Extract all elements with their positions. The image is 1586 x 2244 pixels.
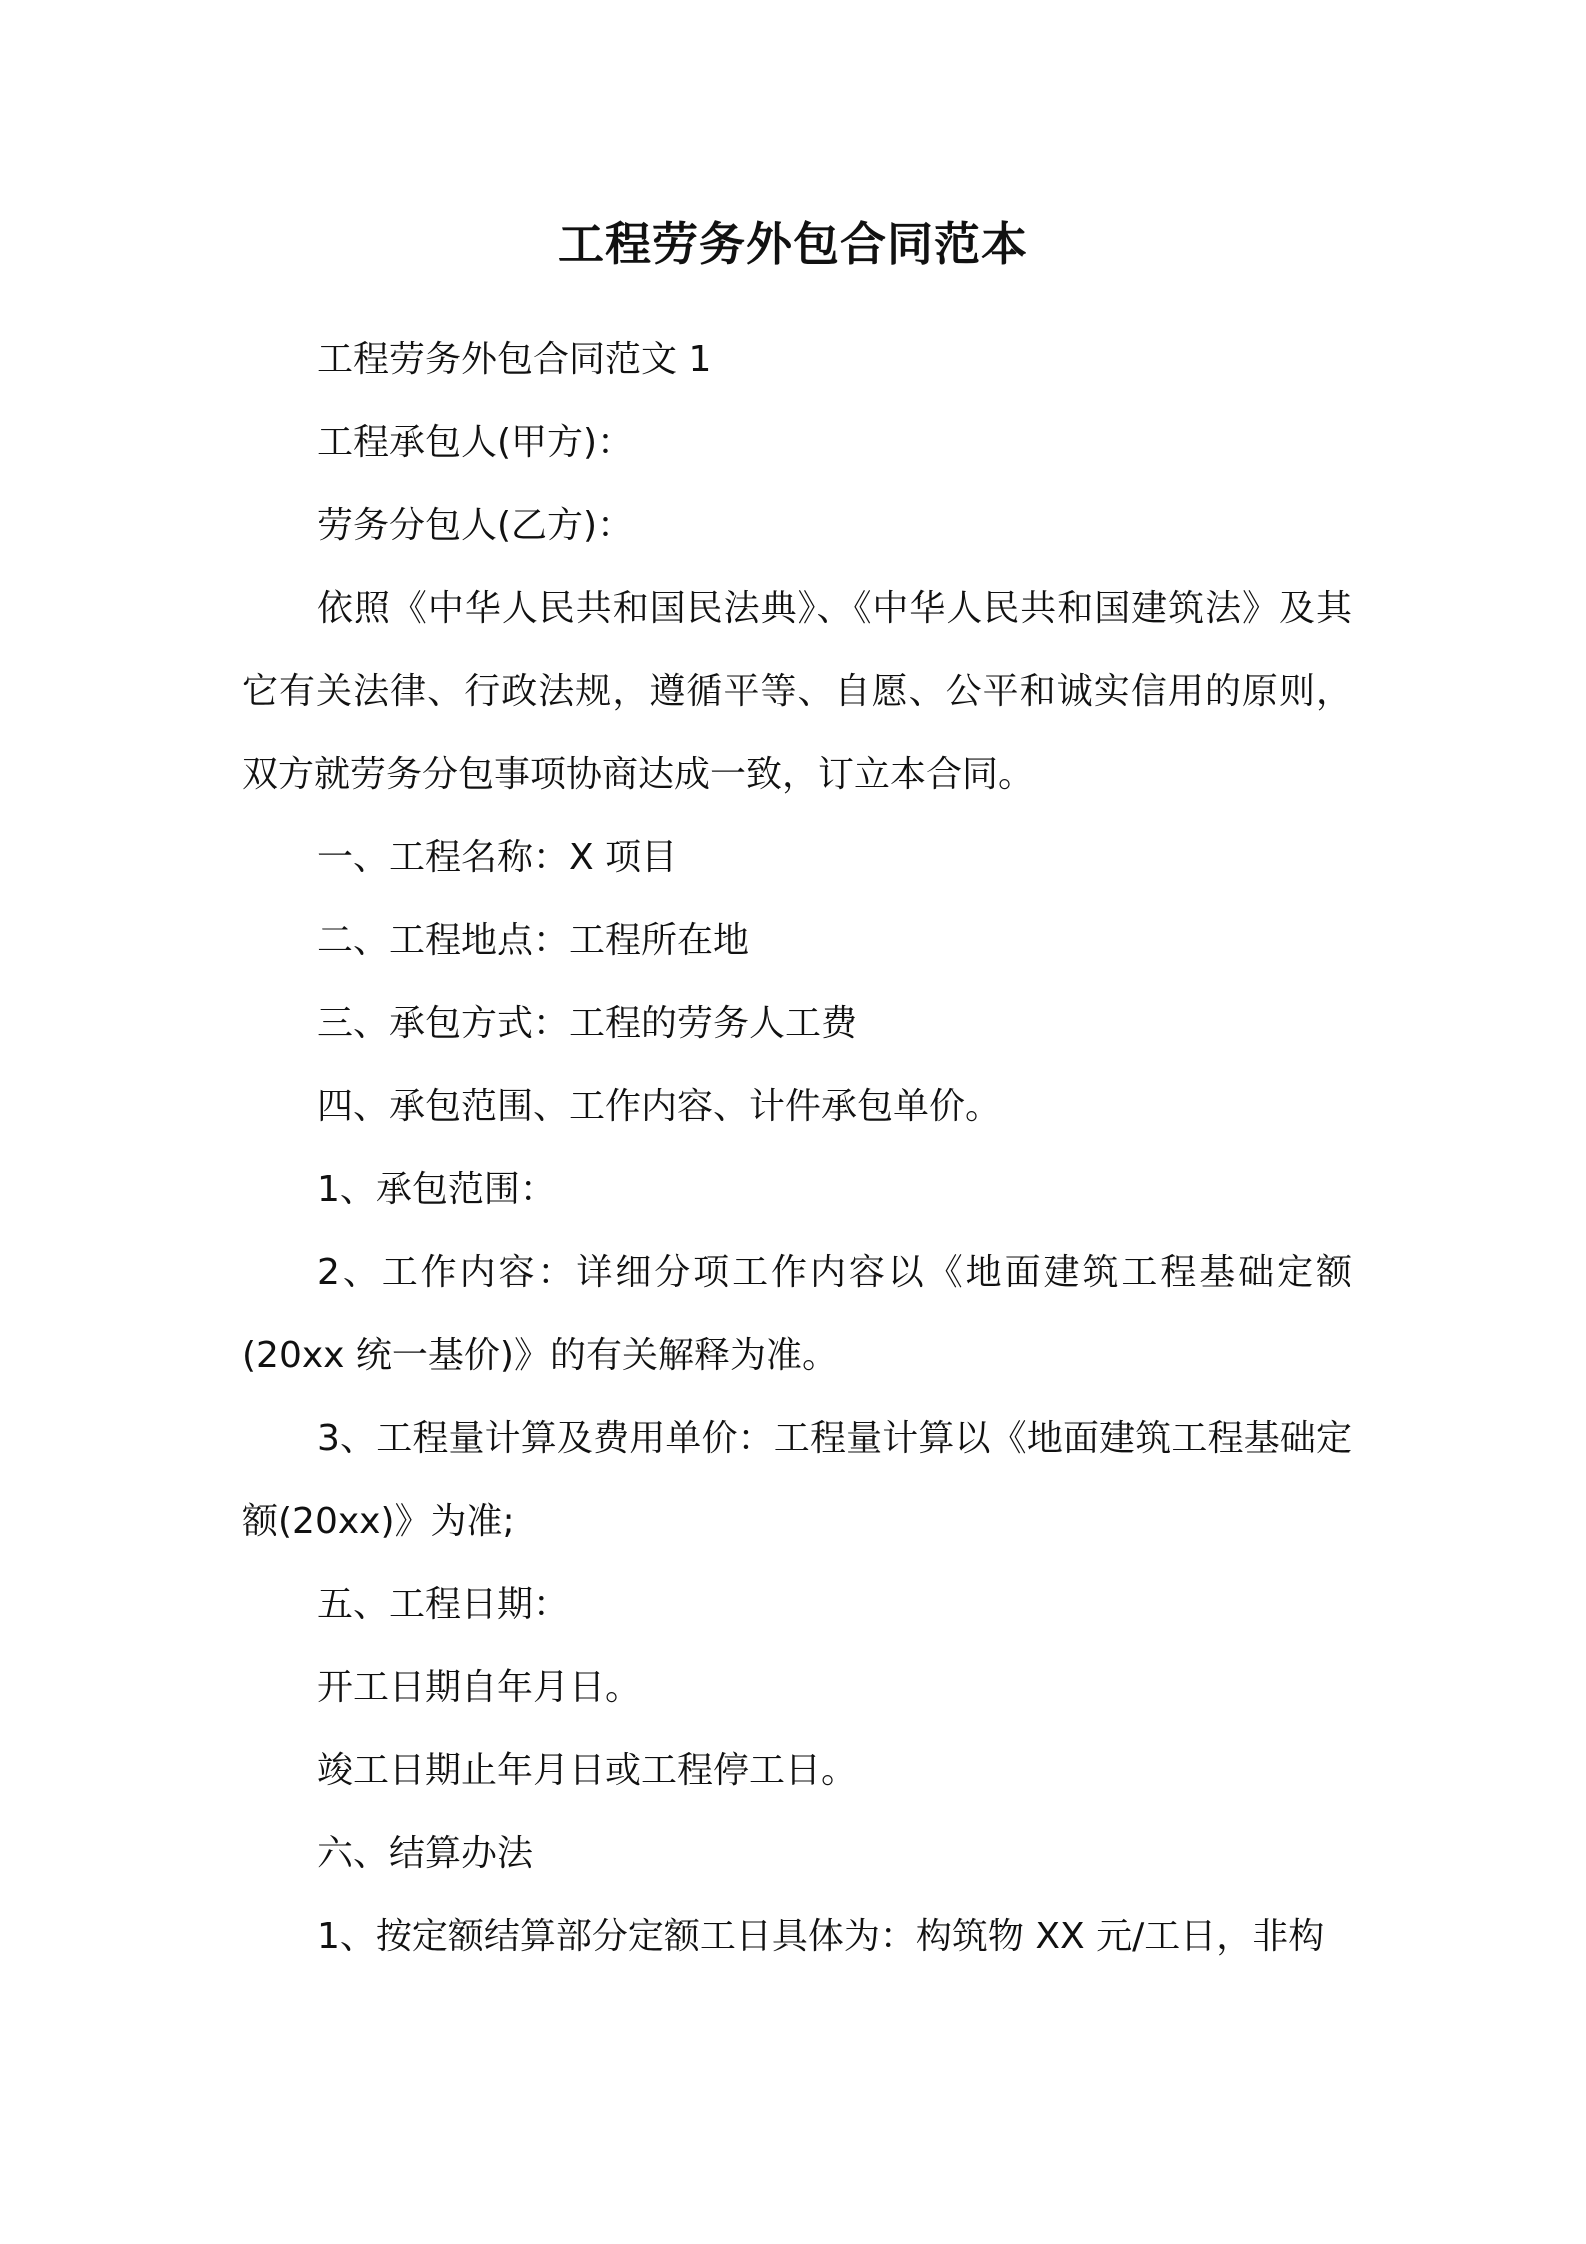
document-title: 工程劳务外包合同范本 [558,217,1028,271]
paragraph-quantity-pricing: 3、工程量计算及费用单价：工程量计算以《地面建筑工程基础定额(20xx)》为准; [242,1418,1352,1542]
paragraph-project-location: 二、工程地点：工程所在地 [317,920,750,961]
paragraph-party-b: 劳务分包人(乙方)： [317,505,634,546]
paragraph-settlement-1: 1、按定额结算部分定额工日具体为：构筑物 XX 元/工日，非构 [317,1916,1325,1957]
paragraph-subtitle: 工程劳务外包合同范文 1 [317,339,712,380]
paragraph-contract-method: 三、承包方式：工程的劳务人工费 [317,1003,858,1044]
paragraph-scope: 1、承包范围： [317,1169,556,1210]
paragraph-settlement-heading: 六、结算办法 [317,1833,534,1874]
paragraph-scope-heading: 四、承包范围、工作内容、计件承包单价。 [317,1086,1002,1127]
paragraph-start-date: 开工日期自年月日。 [317,1667,642,1708]
document-body [242,318,1352,1978]
paragraph-end-date: 竣工日期止年月日或工程停工日。 [317,1750,858,1791]
paragraph-project-name: 一、工程名称：X 项目 [317,837,678,878]
paragraph-preamble: 依照《中华人民共和国民法典》、《中华人民共和国建筑法》及其它有关法律、行政法规，遵循平等、自愿、公平和诚实信用的原则，双方就劳务分包事项协商达成一致，订立本合同。 [242,588,1352,795]
paragraph-party-a: 工程承包人(甲方)： [317,422,634,463]
paragraph-dates-heading: 五、工程日期： [317,1584,570,1625]
paragraph-work-content: 2、工作内容：详细分项工作内容以《地面建筑工程基础定额(20xx 统一基价)》的有关解释为准。 [242,1252,1352,1376]
